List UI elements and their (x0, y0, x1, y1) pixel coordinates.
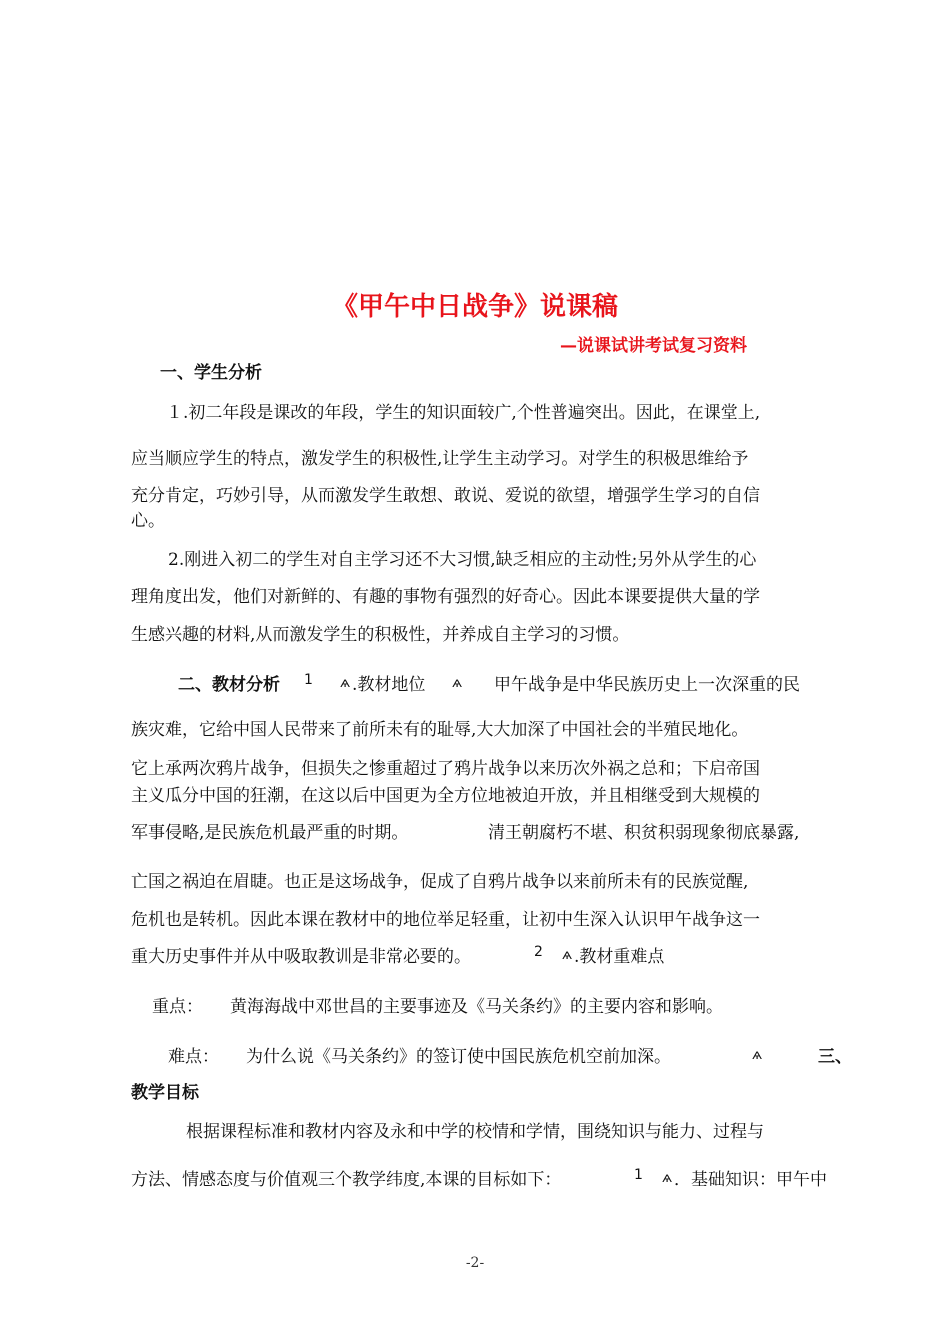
s2-line5a: 军事侵略,是民族危机最严重的时期。 (131, 823, 409, 843)
s2-line7: 危机也是转机。因此本课在教材中的地位举足轻重，让初中生深入认识甲午战争这一 (131, 910, 760, 930)
document-subtitle: —说课试讲考试复习资料 (560, 336, 747, 356)
section1-heading: 一、学生分析 (160, 363, 262, 383)
s1-p2-line2: 理角度出发，他们对新鲜的、有趣的事物有强烈的好奇心。因此本课要提供大量的学 (131, 587, 760, 607)
s3-line2: 方法、情感态度与价值观三个教学纬度,本课的目标如下： (131, 1170, 562, 1190)
key-point-label: 重点： (152, 997, 203, 1017)
list-marker-icon: ѧ (452, 676, 463, 691)
difficulty-label: 难点： (168, 1047, 219, 1067)
s2-item-number-1: 1 (304, 672, 313, 688)
s2-line5b: 清王朝腐朽不堪、积贫积弱现象彻底暴露, (488, 823, 800, 843)
s3-item-number-1: 1 (634, 1167, 643, 1183)
list-marker-icon: ѧ (562, 948, 573, 963)
key-point-text: 黄海海战中邓世昌的主要事迹及《马关条约》的主要内容和影响。 (230, 997, 723, 1017)
page-number: -2- (465, 1255, 485, 1271)
s2-item-number-2: 2 (534, 944, 543, 960)
s1-p1-line2: 应当顺应学生的特点，激发学生的积极性,让学生主动学习。对学生的积极思维给予 (131, 449, 749, 469)
list-marker-icon: ѧ (340, 676, 351, 691)
s2-line1-text: 甲午战争是中华民族历史上一次深重的民 (494, 675, 800, 695)
s1-p1-line3: 充分肯定，巧妙引导，从而激发学生敢想、敢说、爱说的欲望，增强学生学习的自信 (131, 486, 760, 506)
s1-p1-line4: 心。 (131, 511, 165, 531)
s2-line6: 亡国之祸迫在眉睫。也正是这场战争，促成了自鸦片战争以来前所未有的民族觉醒, (131, 872, 749, 892)
s2-sub1-label: .教材地位 (352, 675, 426, 695)
s2-line3: 它上承两次鸦片战争，但损失之惨重超过了鸦片战争以来历次外祸之总和；下启帝国 (131, 759, 760, 779)
difficulty-text: 为什么说《马关条约》的签订使中国民族危机空前加深。 (246, 1047, 671, 1067)
section3-heading-number: 三、 (818, 1047, 852, 1067)
s3-line1: 根据课程标准和教材内容及永和中学的校情和学情，围绕知识与能力、过程与 (186, 1122, 764, 1142)
s1-p1-line1: １.初二年段是课改的年段，学生的知识面较广,个性普遍突出。因此，在课堂上, (166, 403, 761, 423)
list-marker-icon: ѧ (662, 1171, 673, 1186)
section2-heading: 二、教材分析 (178, 675, 280, 695)
s1-p2-line1: 2.刚进入初二的学生对自主学习还不大习惯,缺乏相应的主动性;另外从学生的心 (168, 550, 757, 570)
list-marker-icon: ѧ (752, 1048, 763, 1063)
s2-line8: 重大历史事件并从中吸取教训是非常必要的。 (131, 947, 471, 967)
s2-line2: 族灾难，它给中国人民带来了前所未有的耻辱,大大加深了中国社会的半殖民地化。 (131, 720, 749, 740)
s2-line4: 主义瓜分中国的狂潮，在这以后中国更为全方位地被迫开放，并且相继受到大规模的 (131, 786, 760, 806)
s1-p2-line3: 生感兴趣的材料,从而激发学生的积极性，并养成自主学习的习惯。 (131, 625, 630, 645)
s2-sub2-label: .教材重难点 (574, 947, 665, 967)
section3-heading: 教学目标 (131, 1083, 199, 1103)
document-title: 《甲午中日战争》说课稿 (331, 292, 618, 322)
s3-line2-tail: ．基础知识：甲午中 (674, 1170, 827, 1190)
